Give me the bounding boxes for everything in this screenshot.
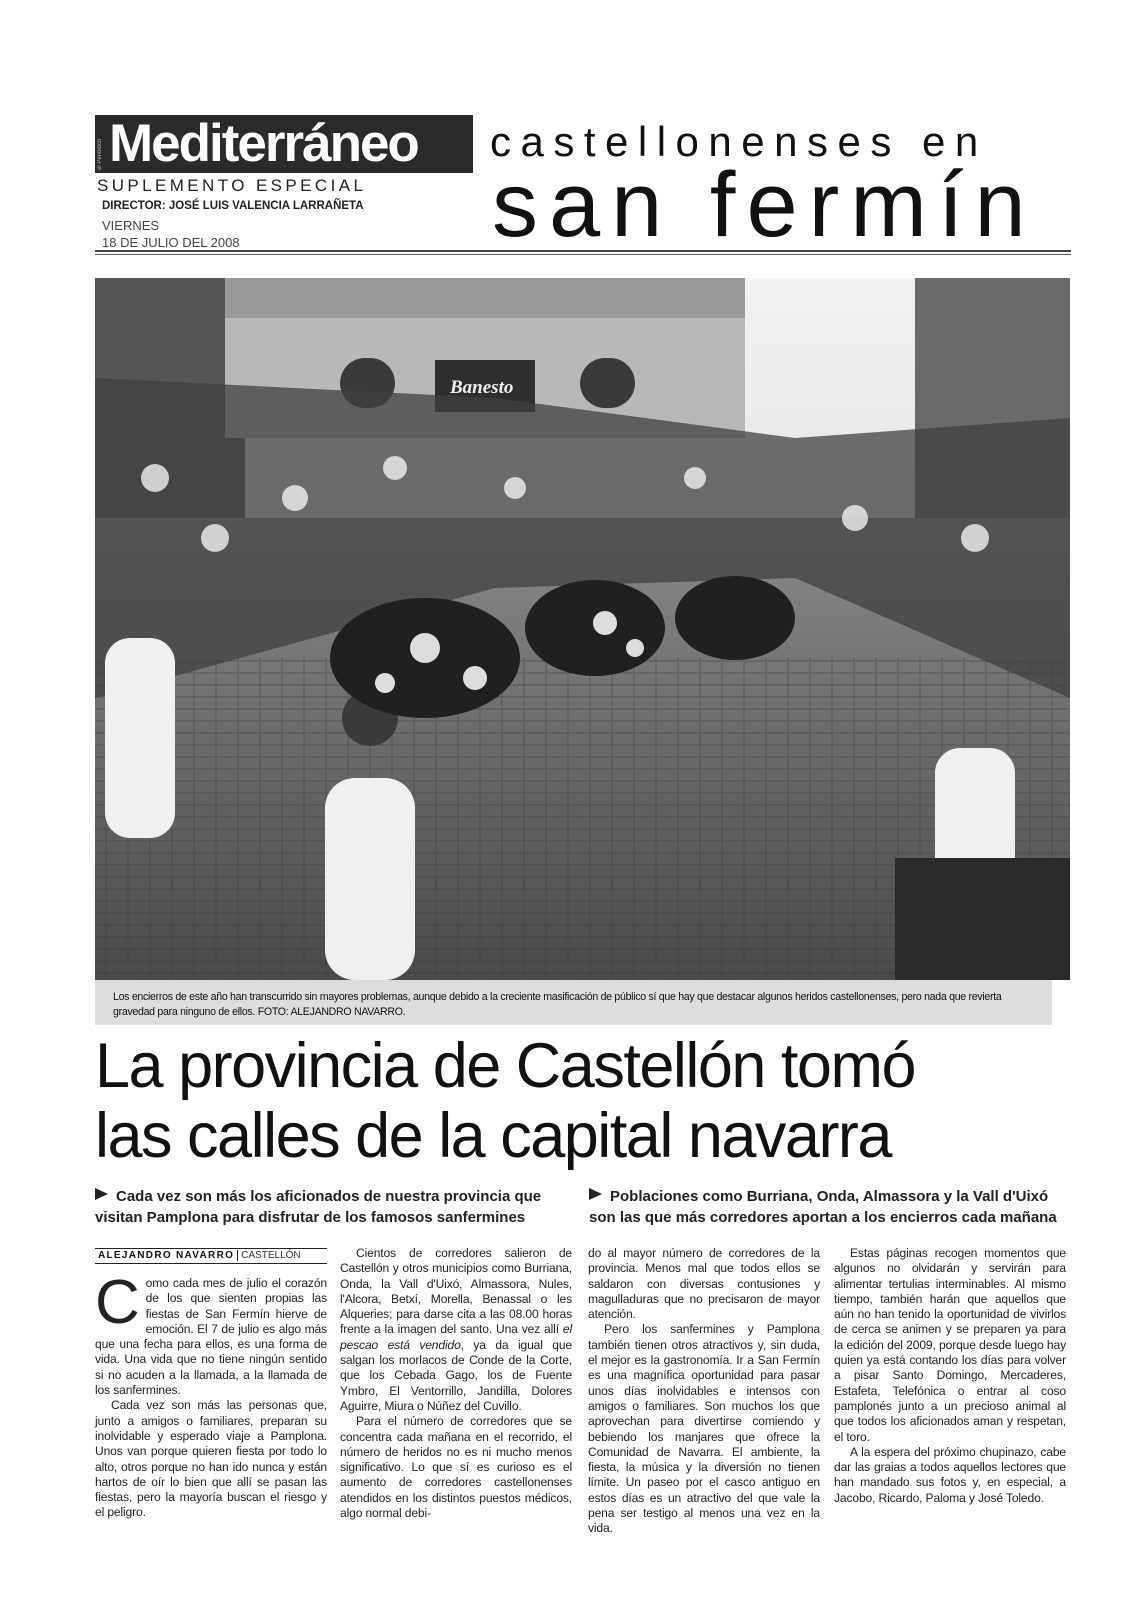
article-column-2 xyxy=(340,1246,572,1521)
subhead-right-text: Poblaciones como Burriana, Onda, Almassora y la Vall d'Uixó son las que más corredores aportan a los encierros cada mañana xyxy=(589,1188,1057,1226)
article-column-4 xyxy=(834,1246,1066,1506)
article-column-1 xyxy=(95,1268,327,1521)
paragraph: Cada vez son más las personas que, junto a amigos o familiares, preparan su inolvidable y esperado viaje a Pamplona. Unos van porque quieren fiesta por todo lo alto, otros porque no han ido nunca y están hartos de oír lo bien que allí se pasan las fiestas, pero la mayoría buscan el riesgo y el peligro. xyxy=(95,1398,327,1520)
photo-illustration xyxy=(95,278,1070,980)
paragraph xyxy=(340,1246,572,1414)
paragraph: do al mayor número de corredores de la provincia. Menos mal que todos ellos se saldaron con diversas contusiones y magulladuras que no precisaron de mayor atención. xyxy=(588,1246,820,1322)
photo-caption: Los encierros de este año han transcurrido sin mayores problemas, aunque debido a la creciente masificación de público sí que hay que destacar algunos heridos castellonenses, pero nada que revierta gravedad para ninguno de ellos. FOTO: ALEJANDRO NAVARRO. xyxy=(113,991,1002,1018)
paragraph xyxy=(95,1268,327,1398)
byline-author: ALEJANDRO NAVARRO xyxy=(95,1250,238,1261)
paragraph-text: omo cada mes de julio el corazón de los que sienten propias las fiestas de San Fermín hierve de emoción. El 7 de julio es algo más que una fecha para ellos, es una forma de vida. Una vida que no tiene ningún sentido si no acuden a la llamada, a la llamada de los sanfermines. xyxy=(95,1276,327,1398)
header-rule-thin xyxy=(95,254,1071,255)
paragraph: Pero los sanfermines y Pamplona también tienen otros atractivos y, sin duda, el mejor es la gastronomía. Ir a San Fermín es una magnífica oportunidad para pasar unos días inolvidables e intensos con amigos o familiares. Son muchos los que aprovechan para divertirse comiendo y bebiendo los manjares que ofrece la Comunidad de Navarra. El ambiente, la fiesta, la música y la diversión no tienen límite. Un paseo por el casco antiguo en estos días es un atractivo del que vale la pena ser testigo al menos una vez en la vida. xyxy=(588,1322,820,1536)
article-column-3 xyxy=(588,1246,820,1537)
newspaper-logo: Mediterráneo xyxy=(95,115,473,173)
supplement-label: SUPLEMENTO ESPECIAL xyxy=(97,176,367,195)
subhead-left-text: Cada vez son más los aficionados de nuestra provincia que visitan Pamplona para disfrutar de los famosos sanfermines xyxy=(95,1188,542,1226)
photo-encierro xyxy=(95,278,1070,980)
triangle-bullet-icon xyxy=(589,1188,602,1200)
headline-line1: La provincia de Castellón tomó xyxy=(95,1031,915,1101)
paragraph-text: Cientos de corredores salieron de Castellón y otros municipios como Burriana, Onda, la Vall d'Uixó, Almassora, Nules, l'Alcora, Betxí, Morella, Benassal o les Alqueries; para darse cita a las 08.00 horas frente a la imagen del santo. Una vez allí xyxy=(340,1246,572,1337)
subhead-left xyxy=(95,1186,565,1228)
byline xyxy=(95,1248,327,1264)
issue-day: VIERNES xyxy=(102,218,160,233)
header-rule xyxy=(95,250,1071,252)
section-title-line1: castellonenses en xyxy=(490,118,988,165)
byline-place: CASTELLÓN xyxy=(241,1250,301,1261)
triangle-bullet-icon xyxy=(95,1188,108,1200)
paragraph: Para el número de corredores que se concentra cada mañana en el recorrido, el número de heridos no es ni mucho menos significativo. Lo que sí es curioso es el aumento de corredores castellonenses atendidos en los distintos puestos médicos, algo normal debi- xyxy=(340,1414,572,1521)
subhead-right xyxy=(589,1186,1071,1228)
paragraph-text: , ya da igual que salgan los morlacos de Conde de la Corte, que los Cebada Gago, los de Fuente Ymbro, El Ventorrillo, Jandilla, Dolores Aguirre, Miura o Núñez del Cuvillo. xyxy=(340,1337,572,1413)
issue-date: 18 DE JULIO DEL 2008 xyxy=(102,235,240,250)
director-line: DIRECTOR: JOSÉ LUIS VALENCIA LARRAÑETA xyxy=(102,200,364,212)
headline-line2: las calles de la capital navarra xyxy=(95,1101,891,1171)
drop-cap: C xyxy=(95,1268,140,1337)
paragraph: A la espera del próximo chupinazo, cabe dar las graias a todos aquellos lectores que han mandado sus fotos y, en especial, a Jacobo, Ricardo, Paloma y José Toledo. xyxy=(834,1444,1066,1505)
section-title-line2: san fermín xyxy=(492,154,1037,256)
paragraph: Estas páginas recogen momentos que algunos no olvidarán y servirán para alimentar tertulias interminables. Al mismo tiempo, también harán que aquellos que aún no han tenido la oportunidad de vivirlos de cerca se animen y se preparen ya para la edición del 2009, porque desde luego hay quien ya está contando los días para volver a pisar Santo Domingo, Mercaderes, Estafeta, Telefónica o entrar al coso pamplonés junto a un precioso animal al que todos los aficionados aman y respetan, el toro. xyxy=(834,1246,1066,1444)
banesto-sign: Banesto xyxy=(450,377,514,398)
italic-phrase: el pescao está vendido xyxy=(340,1322,572,1352)
logo-small-text: el Periódico xyxy=(97,138,103,170)
